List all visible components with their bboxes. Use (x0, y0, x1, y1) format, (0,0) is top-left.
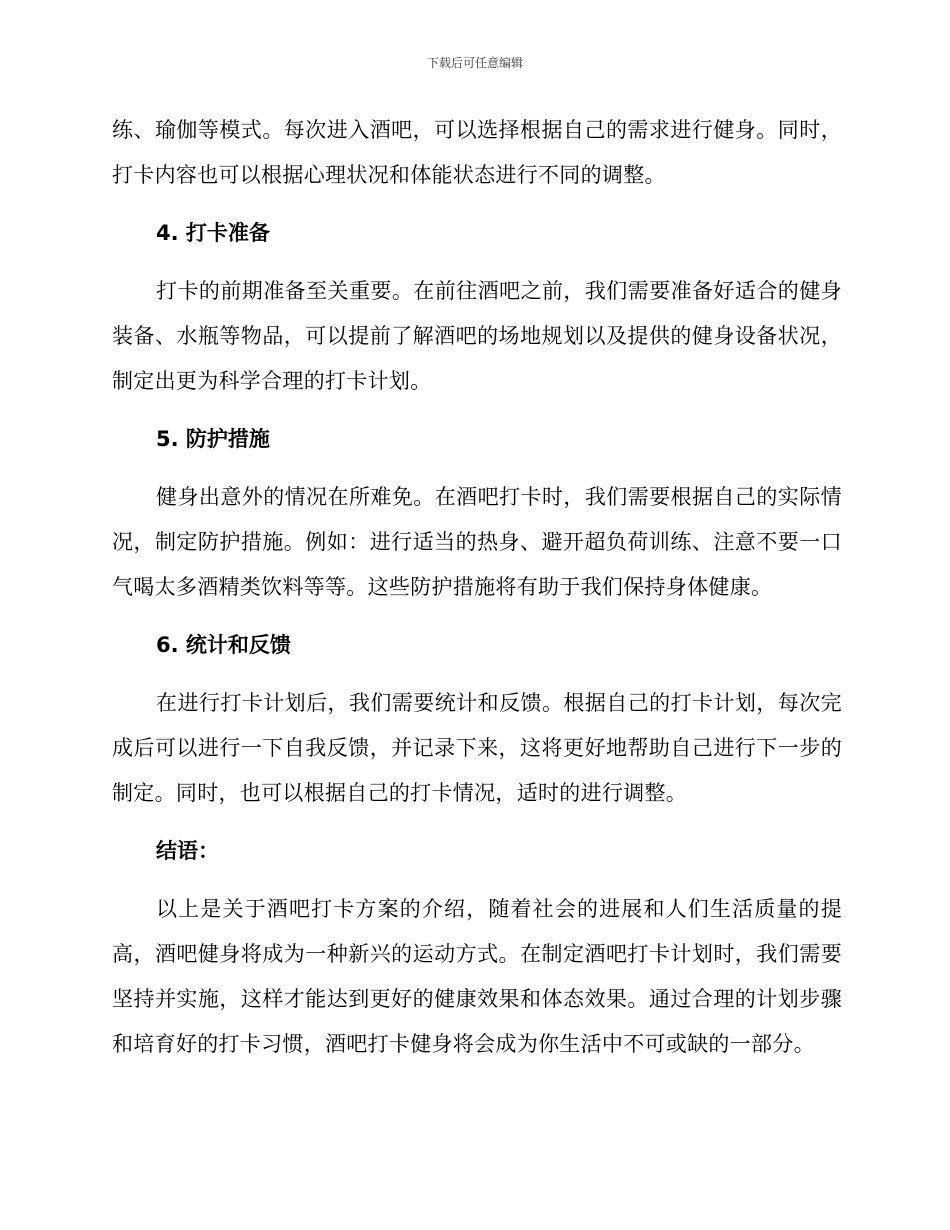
paragraph-conclusion: 以上是关于酒吧打卡方案的介绍，随着社会的进展和人们生活质量的提高，酒吧健身将成为一种新兴的运动方式。在制定酒吧打卡计划时，我们需要坚持并实施，这样才能达到更好的健康效果和体态效果。通过合理的计划步骤和培育好的打卡习惯，酒吧打卡健身将会成为你生活中不可或缺的一部分。 (112, 897, 842, 1056)
heading-conclusion: 结语： (156, 839, 219, 863)
heading-feedback: 6. 统计和反馈 (156, 633, 291, 657)
paragraph-continued: 练、瑜伽等模式。每次进入酒吧，可以选择根据自己的需求进行健身。同时，打卡内容也可以根据心理状况和体能状态进行不同的调整。 (112, 118, 842, 187)
page-header: 下载后可任意编辑 (426, 56, 523, 70)
paragraph-feedback: 在进行打卡计划后，我们需要统计和反馈。根据自己的打卡计划，每次完成后可以进行一下自我反馈，并记录下来，这将更好地帮助自己进行下一步的制定。同时，也可以根据自己的打卡情况，适时的进行调整。 (112, 691, 842, 805)
heading-prep: 4. 打卡准备 (156, 221, 270, 245)
paragraph-prep: 打卡的前期准备至关重要。在前往酒吧之前，我们需要准备好适合的健身装备、水瓶等物品，可以提前了解酒吧的场地规划以及提供的健身设备状况，制定出更为科学合理的打卡计划。 (112, 279, 842, 393)
paragraph-protection: 健身出意外的情况在所难免。在酒吧打卡时，我们需要根据自己的实际情况，制定防护措施。例如：进行适当的热身、避开超负荷训练、注意不要一口气喝太多酒精类饮料等等。这些防护措施将有助于我们保持身体健康。 (112, 485, 842, 599)
document-body (112, 108, 842, 1067)
heading-protection: 5. 防护措施 (156, 427, 270, 451)
